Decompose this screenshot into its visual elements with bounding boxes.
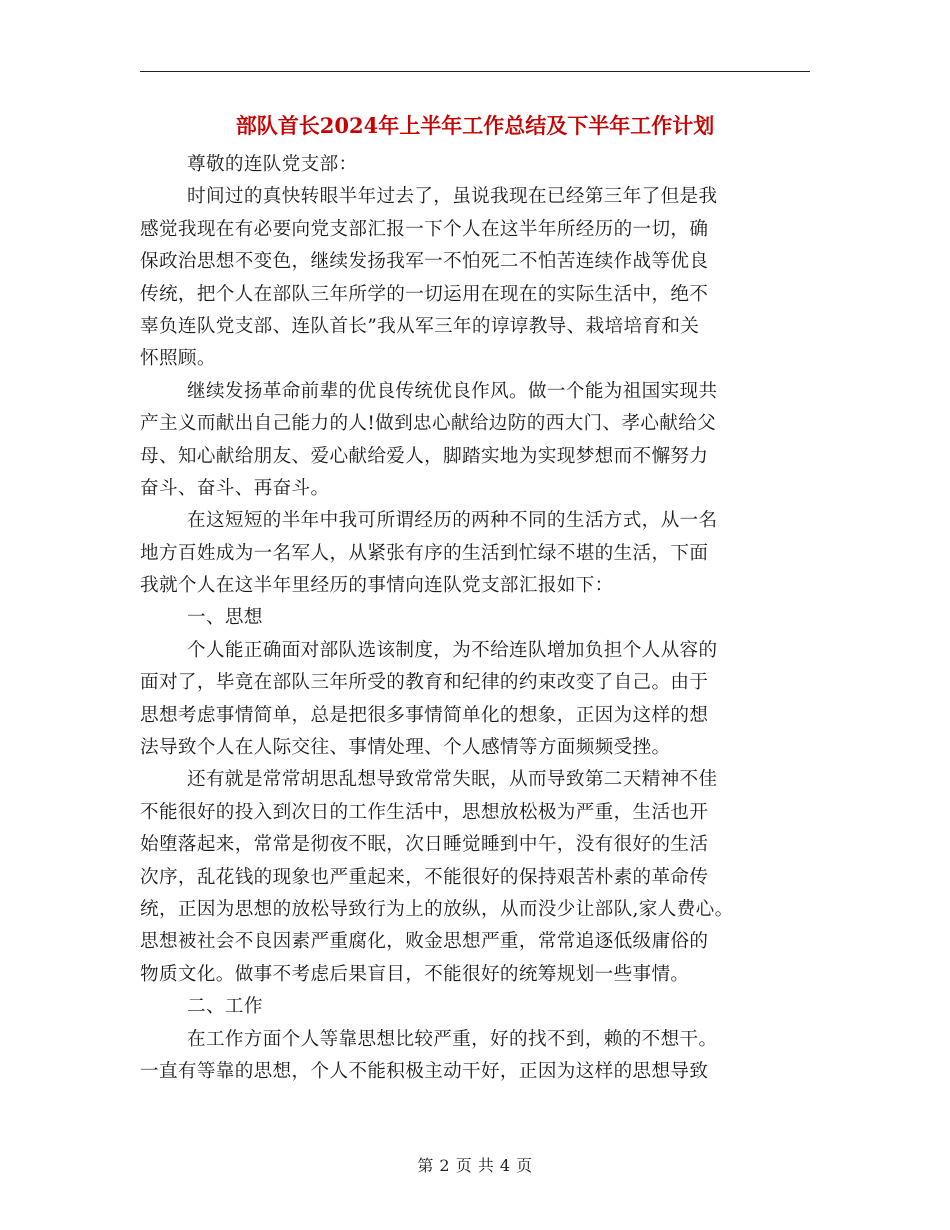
text-line: 在这短短的半年中我可所谓经历的两种不同的生活方式，从一名 <box>187 510 718 532</box>
text-line: 我就个人在这半年里经历的事情向连队党支部汇报如下： <box>140 575 614 597</box>
text-line: 地方百姓成为一名军人，从紧张有序的生活到忙绿不堪的生活，下面 <box>140 542 709 564</box>
text-line: 统，正因为思想的放松导致行为上的放纵，从而没少让部队,家人费心。 <box>140 898 734 920</box>
text-line: 物质文化。做事不考虑后果盲目，不能很好的统筹规划一些事情。 <box>140 963 690 985</box>
text-line: 思想被社会不良因素严重腐化，败金思想严重，常常追逐低级庸俗的 <box>140 931 709 953</box>
text-line: 继续发扬革命前辈的优良传统优良作风。做一个能为祖国实现共 <box>187 380 718 402</box>
page-footer: 第 2 页 共 4 页 <box>417 1156 533 1175</box>
text-line: 思想考虑事情简单，总是把很多事情简单化的想象，正因为这样的想 <box>140 704 709 726</box>
document-body <box>140 149 812 1088</box>
text-line: 母、知心献给朋友、爱心献给爱人，脚踏实地为实现梦想而不懈努力 <box>140 445 709 467</box>
text-line: 始堕落起来，常常是彻夜不眠，次日睡觉睡到中午，没有很好的生活 <box>140 834 709 856</box>
text-line: 还有就是常常胡思乱想导致常常失眠，从而导致第二天精神不佳 <box>187 769 718 791</box>
text-line: 个人能正确面对部队选该制度，为不给连队增加负担个人从容的 <box>187 639 718 661</box>
header-rule <box>140 71 810 72</box>
text-line: 奋斗、奋斗、再奋斗。 <box>140 477 330 499</box>
text-line: 产主义而献出自己能力的人!做到忠心献给边防的西大门、孝心献给父 <box>140 413 717 435</box>
text-line: 在工作方面个人等靠思想比较严重，好的找不到，赖的不想干。 <box>187 1028 718 1050</box>
text-line: 一直有等靠的思想，个人不能积极主动干好，正因为这样的思想导致 <box>140 1060 709 1082</box>
text-line: 不能很好的投入到次日的工作生活中，思想放松极为严重，生活也开 <box>140 801 709 823</box>
section-heading: 二、工作 <box>187 996 263 1018</box>
text-line: 传统，把个人在部队三年所学的一切运用在现在的实际生活中，绝不 <box>140 283 709 305</box>
text-line: 次序，乱花钱的现象也严重起来，不能很好的保持艰苦朴素的革命传 <box>140 866 709 888</box>
section-heading: 一、思想 <box>187 607 263 629</box>
text-line: 怀照顾。 <box>140 348 216 370</box>
text-line: 时间过的真快转眼半年过去了，虽说我现在已经第三年了但是我 <box>187 186 718 208</box>
text-line: 法导致个人在人际交往、事情处理、个人感情等方面频频受挫。 <box>140 737 671 759</box>
salutation-line: 尊敬的连队党支部： <box>187 154 358 175</box>
text-line: 感觉我现在有必要向党支部汇报一下个人在这半年所经历的一切，确 <box>140 218 709 240</box>
text-line: 保政治思想不变色，继续发扬我军一不怕死二不怕苦连续作战等优良 <box>140 251 709 273</box>
document-title: 部队首长2024年上半年工作总结及下半年工作计划 <box>235 113 715 138</box>
text-line: 辜负连队党支部、连队首长”我从军三年的谆谆教导、栽培培育和关 <box>140 315 700 337</box>
text-line: 面对了，毕竟在部队三年所受的教育和纪律的约束改变了自己。由于 <box>140 672 709 694</box>
